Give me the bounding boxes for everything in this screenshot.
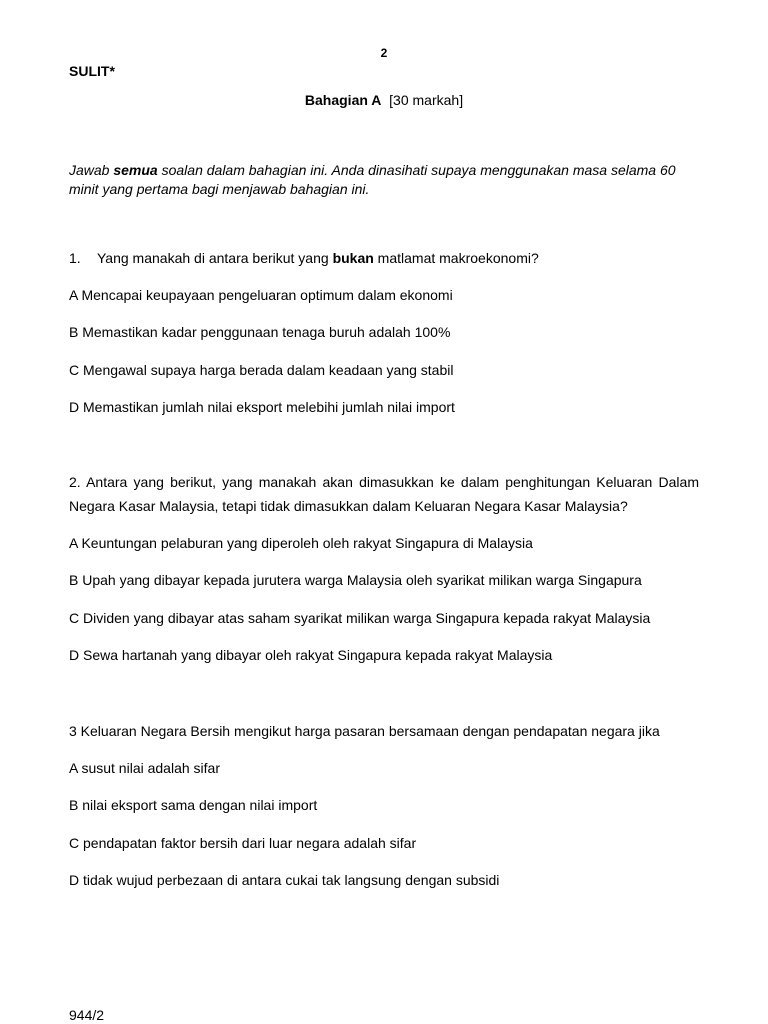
section-heading — [0, 92, 768, 108]
question-3-stem: 3 Keluaran Negara Bersih mengikut harga pasaran bersamaan dengan pendapatan negara jika — [69, 723, 660, 739]
classification-label: SULIT* — [69, 63, 115, 79]
instructions-emphasis: semua — [113, 162, 158, 178]
question-text: matlamat makroekonomi? — [373, 250, 539, 266]
question-2-stem-line-2: Negara Kasar Malaysia, tetapi tidak dimasukkan dalam Keluaran Negara Kasar Malaysia? — [69, 498, 628, 514]
paper-code: 944/2 — [69, 1007, 105, 1023]
section-title: Bahagian A — [304, 92, 382, 108]
section-marks: [30 markah] — [389, 92, 464, 108]
page-number: 2 — [380, 46, 388, 60]
instructions-text: soalan dalam bahagian ini. Anda dinasihati supaya menggunakan masa selama 60 — [157, 162, 676, 178]
instructions-text: Jawab — [69, 162, 114, 178]
q3-option-d: D tidak wujud perbezaan di antara cukai tak langsung dengan subsidi — [69, 872, 500, 888]
q3-option-c: C pendapatan faktor bersih dari luar negara adalah sifar — [69, 835, 417, 851]
q2-option-c: C Dividen yang dibayar atas saham syarikat milikan warga Singapura kepada rakyat Malaysia — [69, 610, 651, 626]
question-2-stem-line-1: 2. Antara yang berikut, yang manakah akan dimasukkan ke dalam penghitungan Keluaran Dalam — [69, 474, 699, 490]
q2-option-b: B Upah yang dibayar kepada jurutera warga Malaysia oleh syarikat milikan warga Singapura — [69, 572, 642, 588]
instructions-line-2: minit yang pertama bagi menjawab bahagian ini. — [69, 181, 370, 197]
q3-option-a: A susut nilai adalah sifar — [69, 760, 220, 776]
q1-option-d: D Memastikan jumlah nilai eksport melebihi jumlah nilai import — [69, 399, 455, 415]
q1-option-c: C Mengawal supaya harga berada dalam keadaan yang stabil — [69, 362, 454, 378]
question-text: Yang manakah di antara berikut yang — [97, 250, 333, 266]
question-emphasis: bukan — [332, 250, 374, 266]
q1-option-b: B Memastikan kadar penggunaan tenaga buruh adalah 100% — [69, 324, 451, 340]
q3-option-b: B nilai eksport sama dengan nilai import — [69, 797, 318, 813]
question-1-stem — [69, 250, 539, 266]
q1-option-a: A Mencapai keupayaan pengeluaran optimum dalam ekonomi — [69, 287, 453, 303]
q2-option-a: A Keuntungan pelaburan yang diperoleh oleh rakyat Singapura di Malaysia — [69, 535, 533, 551]
instructions-line-1 — [69, 162, 709, 178]
question-number: 1. — [69, 250, 81, 266]
q2-option-d: D Sewa hartanah yang dibayar oleh rakyat Singapura kepada rakyat Malaysia — [69, 647, 553, 663]
